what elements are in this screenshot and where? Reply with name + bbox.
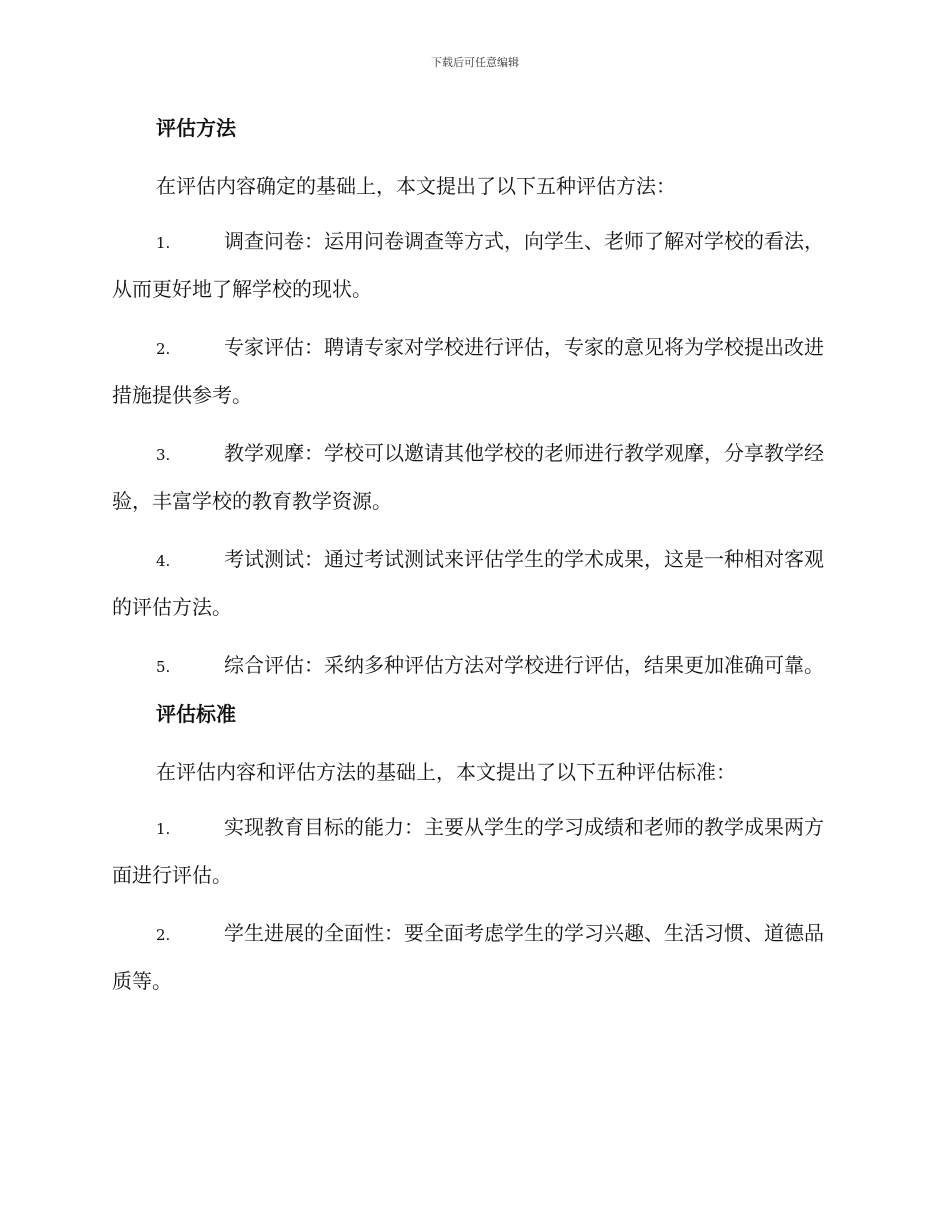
list-number: 1. [156,820,171,838]
list-item-method-3 [112,430,834,524]
list-item-method-5 [112,642,834,690]
section-intro-methods: 在评估内容确定的基础上，本文提出了以下五种评估方法： [156,174,676,198]
list-item-text: 专家评估：聘请专家对学校进行评估，专家的意见将为学校提出改进措施提供参考。 [112,335,824,407]
list-item-method-2 [112,324,834,418]
list-item-method-1 [112,218,834,312]
list-item-text: 实现教育目标的能力：主要从学生的学习成绩和老师的教学成果两方面进行评估。 [112,815,824,887]
list-number: 5. [156,658,171,676]
list-number: 2. [156,340,171,358]
list-item-standard-2 [112,910,834,1004]
list-item-text: 调查问卷：运用问卷调查等方式，向学生、老师了解对学校的看法，从而更好地了解学校的现状。 [112,229,824,301]
document-body [112,112,834,1004]
section-intro-standards: 在评估内容和评估方法的基础上，本文提出了以下五种评估标准： [156,760,736,784]
list-item-text: 考试测试：通过考试测试来评估学生的学术成果，这是一种相对客观的评估方法。 [112,547,824,619]
list-item-text: 综合评估：采纳多种评估方法对学校进行评估，结果更加准确可靠。 [224,653,824,677]
list-number: 1. [156,234,171,252]
list-item-method-4 [112,536,834,630]
list-item-standard-1 [112,804,834,898]
list-item-text: 教学观摩：学校可以邀请其他学校的老师进行教学观摩，分享教学经验，丰富学校的教育教学资源。 [112,441,824,513]
list-number: 2. [156,926,171,944]
list-item-text: 学生进展的全面性：要全面考虑学生的学习兴趣、生活习惯、道德品质等。 [112,921,824,993]
list-number: 4. [156,552,171,570]
section-heading-standards: 评估标准 [156,702,236,726]
list-number: 3. [156,446,171,464]
section-heading-methods: 评估方法 [156,116,236,140]
page-header: 下载后可任意编辑 [431,56,519,69]
